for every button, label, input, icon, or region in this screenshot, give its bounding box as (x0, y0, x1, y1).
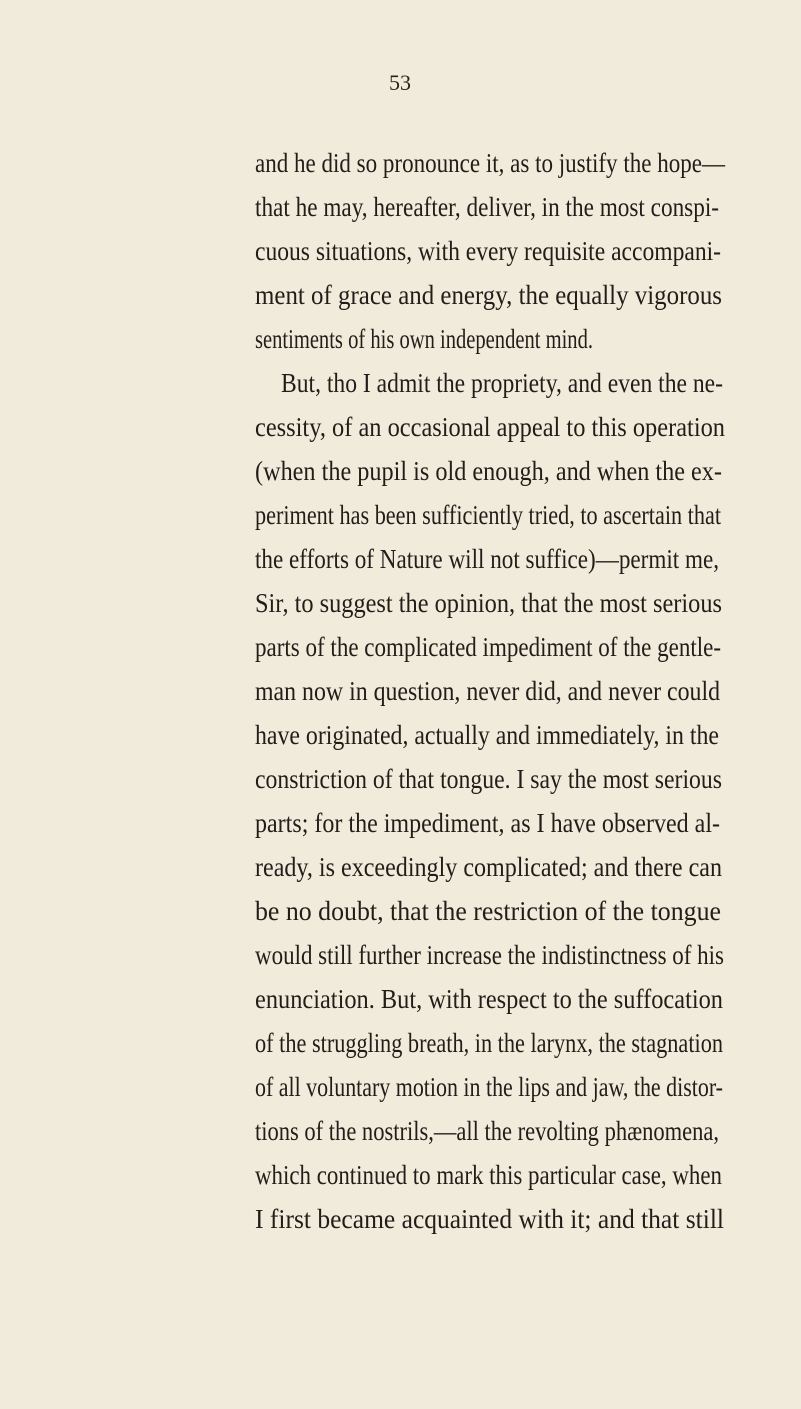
line-text: have originated, actually and immediately, in the (255, 719, 719, 750)
line-text: would still further increase the indistinctness of his (255, 939, 724, 970)
line-text: periment has been sufficiently tried, to ascertain that (255, 499, 721, 530)
line-text: ment of grace and energy, the equally vigorous (255, 279, 722, 310)
line-text: cuous situations, with every requisite accompani- (255, 235, 721, 266)
line-text: of all voluntary motion in the lips and jaw, the distor- (255, 1071, 723, 1102)
line-text: I first became acquainted with it; and that still (255, 1203, 724, 1234)
line-text: that he may, hereafter, deliver, in the most conspi- (255, 191, 719, 222)
line-text: ready, is exceedingly complicated; and there can (255, 851, 722, 882)
line-text: the efforts of Nature will not suffice)—permit me, (255, 543, 719, 574)
line-text: and he did so pronounce it, as to justify the hope— (255, 147, 725, 178)
line-text: which continued to mark this particular case, when (255, 1159, 722, 1190)
line-text: constriction of that tongue. I say the most serious (255, 763, 722, 794)
line-text: be no doubt, that the restriction of the tongue (255, 895, 721, 926)
line-text: of the struggling breath, in the larynx, the stagnation (255, 1027, 723, 1058)
line-text: enunciation. But, with respect to the suffocation (255, 983, 723, 1014)
line-text: parts of the complicated impediment of the gentle- (255, 631, 721, 662)
page-number: 53 (389, 70, 411, 95)
line-text: parts; for the impediment, as I have observed al- (255, 807, 720, 838)
line-text: tions of the nostrils,—all the revolting phænomena, (255, 1115, 719, 1146)
line-text: sentiments of his own independent mind. (255, 323, 593, 354)
line-text: man now in question, never did, and never could (255, 675, 720, 706)
line-text: Sir, to suggest the opinion, that the most serious (255, 587, 722, 618)
line-text: (when the pupil is old enough, and when the ex- (255, 455, 722, 486)
line-text: But, tho I admit the propriety, and even the ne- (281, 367, 723, 398)
line-text: cessity, of an occasional appeal to this operation (255, 411, 725, 442)
